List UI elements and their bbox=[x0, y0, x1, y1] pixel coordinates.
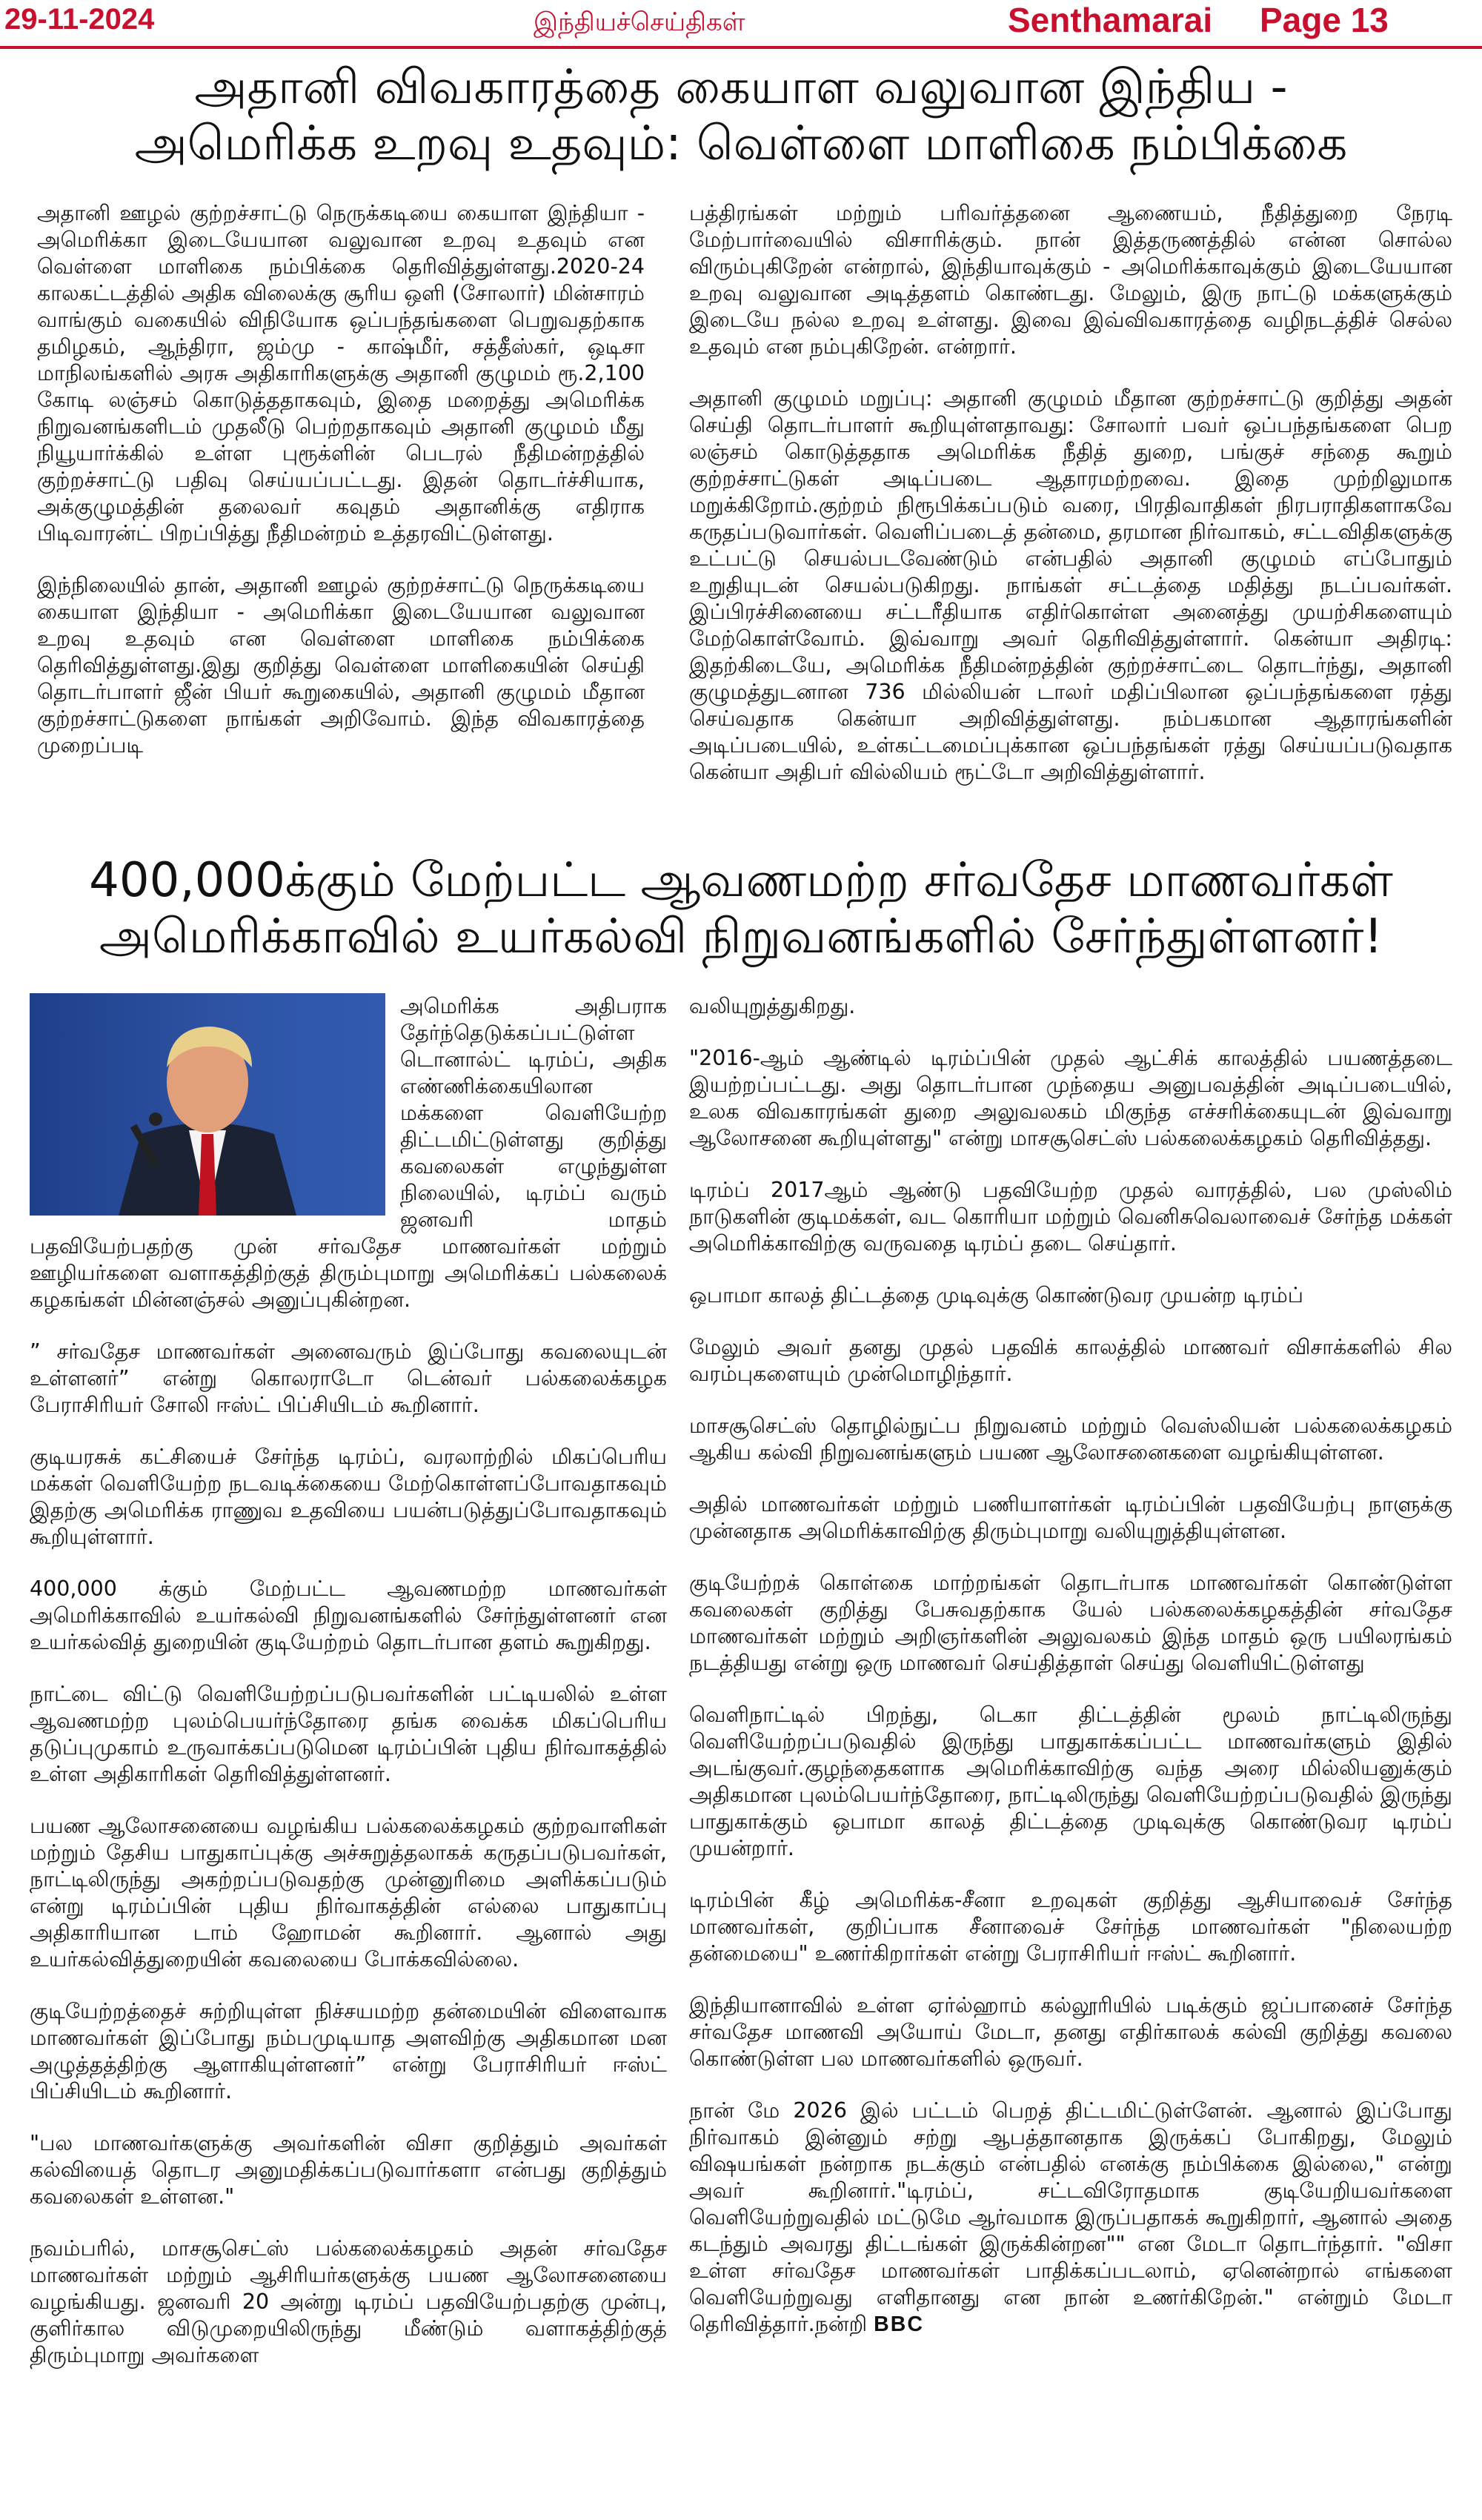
article1-headline bbox=[0, 59, 1482, 172]
paragraph: பயண ஆலோசனையை வழங்கிய பல்கலைக்கழகம் குற்றவாளிகள் மற்றும் தேசிய பாதுகாப்புக்கு அச்சுறுத்தலாகக் கருதப்படுபவர்கள், நாட்டிலிருந்து அகற்றப்படுவதற்கு முன்னுரிமை அளிக்கப்படும் என்று டிரம்ப்பின் புதிய நிர்வாகத்தின் எல்லை பாதுகாப்பு அதிகாரியான டாம் ஹோமன் கூறினார். ஆனால் அது உயர்கல்வித்துறையின் கவலையை போக்கவில்லை. bbox=[30, 1814, 667, 1972]
paragraph: அமெரிக்க அதிபராக தேர்ந்தெடுக்கப்பட்டுள்ள டொனால்ட் டிரம்ப், அதிக எண்ணிக்கையிலான மக்களை வெளியேற்ற திட்டமிட்டுள்ளது குறித்து கவலைகள் எழுந்துள்ள நிலையில், டிரம்ப் வரும் ஜனவரி மாதம் பதவியேற்பதற்கு முன் சர்வதேச மாணவர்கள் மற்றும் ஊழியர்களை வளாகத்திற்குத் திரும்புமாறு அமெரிக்கப் பல்கலைக் கழகங்கள் மின்னஞ்சல் அனுப்புகின்றன. bbox=[30, 994, 667, 1312]
paragraph: குடியேற்றத்தைச் சுற்றியுள்ள நிச்சயமற்ற தன்மையின் விளைவாக மாணவர்கள் இப்போது நம்பமுடியாத அளவிற்கு அதிகமான மன அழுத்தத்திற்கு ஆளாகியுள்ளனர்” என்று பேராசிரியர் ஈஸ்ட் பிப்சியிடம் கூறினார். bbox=[30, 1999, 667, 2103]
paragraph: வெளிநாட்டில் பிறந்து, டெகா திட்டத்தின் மூலம் நாட்டிலிருந்து வெளியேற்றப்படுவதில் இருந்து பாதுகாக்கப்பட்ட மாணவர்களும் இதில் அடங்குவர்.குழந்தைகளாக அமெரிக்காவிற்கு வந்த அரை மில்லியனுக்கும் அதிகமான புலம்பெயர்ந்தோரை, நாட்டிலிருந்து வெளியேற்றப்படுவதில் இருந்து பாதுகாக்கும் ஒபாமா காலத் திட்டத்தை முடிவுக்கு கொண்டுவர டிரம்ப் முயன்றார். bbox=[689, 1702, 1452, 1860]
source-credit: BBC bbox=[874, 2312, 924, 2336]
issue-date: 29-11-2024 bbox=[4, 3, 155, 36]
paragraph: ” சர்வதேச மாணவர்கள் அனைவரும் இப்போது கவலையுடன் உள்ளனர்” என்று கொலராடோ டென்வர் பல்கலைக்கழக பேராசிரியர் சோலி ஈஸ்ட் பிப்சியிடம் கூறினார். bbox=[30, 1339, 667, 1417]
paragraph bbox=[689, 2098, 1452, 2338]
paragraph: வலியுறுத்துகிறது. bbox=[689, 994, 856, 1018]
closing-text: நான் மே 2026 இல் பட்டம் பெறத் திட்டமிட்டுள்ளேன். ஆனால் இப்போது நிர்வாகம் இன்னும் சற்று ஆபத்தானதாக இருக்கப் போகிறது, மேலும் விஷயங்கள் நன்றாக நடக்கும் என்பதில் எனக்கு நம்பிக்கை இல்லை," என்று அவர் கூறினார்."டிரம்ப், சட்டவிரோதமாக குடியேறியவர்களை வெளியேற்றுவதில் மட்டுமே ஆர்வமாக இருப்பதாகக் கூறுகிறார், ஆனால் அதை கடந்தும் அவரது திட்டங்கள் இருக்கின்றன"" என மேடா தொடர்ந்தார். "விசா உள்ள சர்வதேச மாணவர்கள் பாதிக்கப்படலாம், ஏனென்றால் எங்களை வெளியேற்றுவது எளிதானது என நான் உணர்கிறேன்." என்றும் மேடா தெரிவித்தார்.நன்றி bbox=[689, 2098, 1452, 2336]
paragraph: ஒபாமா காலத் திட்டத்தை முடிவுக்கு கொண்டுவர முயன்ற டிரம்ப் bbox=[689, 1283, 1303, 1307]
paragraph: அதானி குழுமம் மறுப்பு: அதானி குழுமம் மீதான குற்றச்சாட்டு குறித்து அதன் செய்தி தொடர்பாளர் கூறியுள்ளதாவது: சோலார் பவர் ஒப்பந்தங்களை பெற லஞ்சம் கொடுத்ததாக அமெரிக்க நீதித் துறை, பங்குச் சந்தை கூறும் குற்றச்சாட்டுகள் அடிப்படை ஆதாரமற்றவை. இதை முற்றிலுமாக மறுக்கிறோம்.குற்றம் நிரூபிக்கப்படும் வரை, பிரதிவாதிகள் நிரபராதிகளாகவே கருதப்படுவார்கள். வெளிப்படைத் தன்மை, தரமான நிர்வாகம், சட்டவிதிகளுக்கு உட்பட்டு செயல்படவேண்டும் என்பதில் அதானி குழுமம் எப்போதும் உறுதியுடன் செயல்படுகிறது. நாங்கள் சட்டத்தை மதித்து நடப்பவர்கள். இப்பிரச்சினையை சட்டரீதியாக எதிர்கொள்ள அனைத்து முயற்சிகளையும் மேற்கொள்வோம். இவ்வாறு அவர் தெரிவித்துள்ளார். கென்யா அதிரடி: இதற்கிடையே, அமெரிக்க நீதிமன்றத்தின் குற்றச்சாட்டை தொடர்ந்து, அதானி குழுமத்துடனான 736 மில்லியன் டாலர் மதிப்பிலான ஒப்பந்தங்களை ரத்து செய்வதாக கென்யா அறிவித்துள்ளது. நம்பகமான ஆதாரங்களின் அடிப்படையில், உள்கட்டமைப்புக்கான ஒப்பந்தங்கள் ரத்து செய்யப்படுவதாக கென்யா அதிபர் வில்லியம் ரூட்டோ அறிவித்துள்ளார். bbox=[689, 386, 1452, 784]
paragraph: மாசசூசெட்ஸ் தொழில்நுட்ப நிறுவனம் மற்றும் வெஸ்லியன் பல்கலைக்கழகம் ஆகிய கல்வி நிறுவனங்களும் பயண ஆலோசனைகளை வழங்கியுள்ளன. bbox=[689, 1413, 1452, 1465]
article2-headline-line1: 400,000க்கும் மேற்பட்ட ஆவணமற்ற சர்வதேச மாணவர்கள் bbox=[89, 853, 1393, 908]
paragraph: டிரம்ப் 2017ஆம் ஆண்டு பதவியேற்ற முதல் வாரத்தில், பல முஸ்லிம் நாடுகளின் குடிமக்கள், வட கொரியா மற்றும் வெனிசுவெலாவைச் சேர்ந்த மக்கள் அமெரிக்காவிற்கு வருவதை டிரம்ப் தடை செய்தார். bbox=[689, 1178, 1452, 1256]
paragraph: மேலும் அவர் தனது முதல் பதவிக் காலத்தில் மாணவர் விசாக்களில் சில வரம்புகளையும் முன்மொழிந்தார். bbox=[689, 1335, 1452, 1386]
paragraph: பத்திரங்கள் மற்றும் பரிவர்த்தனை ஆணையம், நீதித்துறை நேரடி மேற்பார்வையில் விசாரிக்கும். நான் இத்தருணத்தில் என்ன சொல்ல விரும்புகிறேன் என்றால், இந்தியாவுக்கும் - அமெரிக்காவுக்கும் இடையேயான உறவு வலுவான அடித்தளம் கொண்டது. மேலும், இரு நாட்டு மக்களுக்கும் இடையே நல்ல உறவு உள்ளது. இவை இவ்விவகாரத்தை வழிநடத்திச் செல்ல உதவும் என நம்புகிறேன். என்றார். bbox=[689, 201, 1452, 359]
article2-headline-line2: அமெரிக்காவில் உயர்கல்வி நிறுவனங்களில் சேர்ந்துள்ளனர்! bbox=[99, 909, 1383, 964]
paragraph: டிரம்பின் கீழ் அமெரிக்க-சீனா உறவுகள் குறித்து ஆசியாவைச் சேர்ந்த மாணவர்கள், குறிப்பாக சீனாவைச் சேர்ந்த மாணவர்கள் "நிலையற்ற தன்மையை" உணர்கிறார்கள் என்று பேராசிரியர் ஈஸ்ட் கூறினார். bbox=[689, 1888, 1452, 1966]
paragraph: இந்தியானாவில் உள்ள ஏர்ல்ஹாம் கல்லூரியில் படிக்கும் ஜப்பானைச் சேர்ந்த சர்வதேச மாணவி அயோய் மேடா, தனது எதிர்காலக் கல்வி குறித்து கவலை கொண்டுள்ள பல மாணவர்களில் ஒருவர். bbox=[689, 1993, 1452, 2071]
paragraph: அதானி ஊழல் குற்றச்சாட்டு நெருக்கடியை கையாள இந்தியா - அமெரிக்கா இடையேயான வலுவான உறவு உதவும் என வெள்ளை மாளிகை நம்பிக்கை தெரிவித்துள்ளது.2020-24 காலகட்டத்தில் அதிக விலைக்கு சூரிய ஒளி (சோலார்) மின்சாரம் வாங்கும் வகையில் விநியோக ஒப்பந்தங்களை பெறுவதற்காக தமிழகம், ஆந்திரா, ஜம்மு - காஷ்மீர், சத்தீஸ்கர், ஒடிசா மாநிலங்களில் அரசு அதிகாரிகளுக்கு அதானி குழுமம் ரூ.2,100 கோடி லஞ்சம் கொடுத்ததாகவும், இதை மறைத்து அமெரிக்க நிறுவனங்களிடம் முதலீடு பெற்றதாகவும் அதானி குழுமம் மீது நியூயார்க்கில் உள்ள புரூக்ளின் பெடரல் நீதிமன்றத்தில் குற்றச்சாட்டு பதிவு செய்யப்பட்டது. இதன் தொடர்ச்சியாக, அக்குழுமத்தின் தலைவர் கவுதம் அதானிக்கு எதிராக பிடிவாரன்ட் பிறப்பித்து நீதிமன்றம் உத்தரவிட்டுள்ளது. bbox=[37, 201, 645, 546]
paragraph: 400,000 க்கும் மேற்பட்ட ஆவணமற்ற மாணவர்கள் அமெரிக்காவில் உயர்கல்வி நிறுவனங்களில் சேர்ந்துள்ளனர் என உயர்கல்வித் துறையின் குடியேற்றம் தொடர்பான தளம் கூறுகிறது. bbox=[30, 1576, 667, 1654]
article2-column-2 bbox=[689, 993, 1452, 2513]
paragraph: "2016-ஆம் ஆண்டில் டிரம்ப்பின் முதல் ஆட்சிக் காலத்தில் பயணத்தடை இயற்றப்பட்டது. அது தொடர்பான முந்தைய அனுபவத்தின் அடிப்படையில், உலக விவகாரங்கள் துறை அலுவலகம் மிகுந்த எச்சரிக்கையுடன் இவ்வாறு ஆலோசனை கூறியுள்ளது" என்று மாசசூசெட்ஸ் பல்கலைக்கழகம் தெரிவித்தது. bbox=[689, 1046, 1452, 1150]
page-header bbox=[0, 0, 1482, 49]
article1-column-2 bbox=[689, 200, 1452, 815]
paragraph: நவம்பரில், மாசசூசெட்ஸ் பல்கலைக்கழகம் அதன் சர்வதேச மாணவர்கள் மற்றும் ஆசிரியர்களுக்கு பயண ஆலோசனையை வழங்கியது. ஜனவரி 20 அன்று டிரம்ப் பதவியேற்பதற்கு முன்பு, குளிர்கால விடுமுறையிலிருந்து மீண்டும் வளாகத்திற்குத் திரும்புமாறு அவர்களை bbox=[30, 2236, 667, 2367]
newspaper-name: Senthamarai bbox=[1008, 1, 1213, 39]
trump-speaking-photo bbox=[30, 993, 385, 1216]
article1-headline-line2: அமெரிக்க உறவு உதவும்: வெள்ளை மாளிகை நம்பிக்கை bbox=[134, 116, 1348, 171]
paragraph: குடியரசுக் கட்சியைச் சேர்ந்த டிரம்ப், வரலாற்றில் மிகப்பெரிய மக்கள் வெளியேற்ற நடவடிக்கையை மேற்கொள்ளப்போவதாகவும் இதற்கு அமெரிக்க ராணுவ உதவியை பயன்படுத்துப்போவதாகவும் கூறியுள்ளார். bbox=[30, 1445, 667, 1549]
paragraph: "பல மாணவர்களுக்கு அவர்களின் விசா குறித்தும் அவர்கள் கல்வியைத் தொடர அனுமதிக்கப்படுவார்களா என்பது குறித்தும் கவலைகள் உள்ளன." bbox=[30, 2131, 667, 2209]
page-number: Page 13 bbox=[1260, 1, 1389, 39]
article2-headline bbox=[0, 852, 1482, 965]
paragraph: அதில் மாணவர்கள் மற்றும் பணியாளர்கள் டிரம்ப்பின் பதவியேற்பு நாளுக்கு முன்னதாக அமெரிக்காவிற்கு திரும்புமாறு வலியுறுத்தியுள்ளன. bbox=[689, 1492, 1452, 1543]
article2-column-1 bbox=[30, 993, 667, 2513]
article1-headline-line1: அதானி விவகாரத்தை கையாள வலுவான இந்திய - bbox=[194, 60, 1288, 115]
section-name: இந்தியச்செய்திகள் bbox=[534, 7, 745, 37]
paragraph: இந்நிலையில் தான், அதானி ஊழல் குற்றச்சாட்டு நெருக்கடியை கையாள இந்தியா - அமெரிக்கா இடையேயான வலுவான உறவு உதவும் என வெள்ளை மாளிகை நம்பிக்கை தெரிவித்துள்ளது.இது குறித்து வெள்ளை மாளிகையின் செய்தி தொடர்பாளர் ஜீன் பியர் கூறுகையில், அதானி குழுமம் மீதான குற்றச்சாட்டுகளை நாங்கள் அறிவோம். இந்த விவகாரத்தை முறைப்படி bbox=[37, 573, 645, 757]
photo-illustration bbox=[30, 993, 385, 1216]
paragraph: நாட்டை விட்டு வெளியேற்றப்படுபவர்களின் பட்டியலில் உள்ள ஆவணமற்ற புலம்பெயர்ந்தோரை தங்க வைக்க மிகப்பெரிய தடுப்புமுகாம் உருவாக்கப்படுமென டிரம்ப்பின் புதிய நிர்வாகத்தில் உள்ள அதிகாரிகள் தெரிவித்துள்ளனர். bbox=[30, 1682, 667, 1786]
article1-column-1 bbox=[37, 200, 645, 815]
paragraph: குடியேற்றக் கொள்கை மாற்றங்கள் தொடர்பாக மாணவர்கள் கொண்டுள்ள கவலைகள் குறித்து பேசுவதற்காக யேல் பல்கலைக்கழகத்தின் சர்வதேச மாணவர்கள் மற்றும் அறிஞர்களின் அலுவலகம் இந்த மாதம் ஒரு பயிலரங்கம் நடத்தியது என்று ஒரு மாணவர் செய்தித்தாள் செய்து வெளியிட்டுள்ளது bbox=[689, 1571, 1452, 1675]
